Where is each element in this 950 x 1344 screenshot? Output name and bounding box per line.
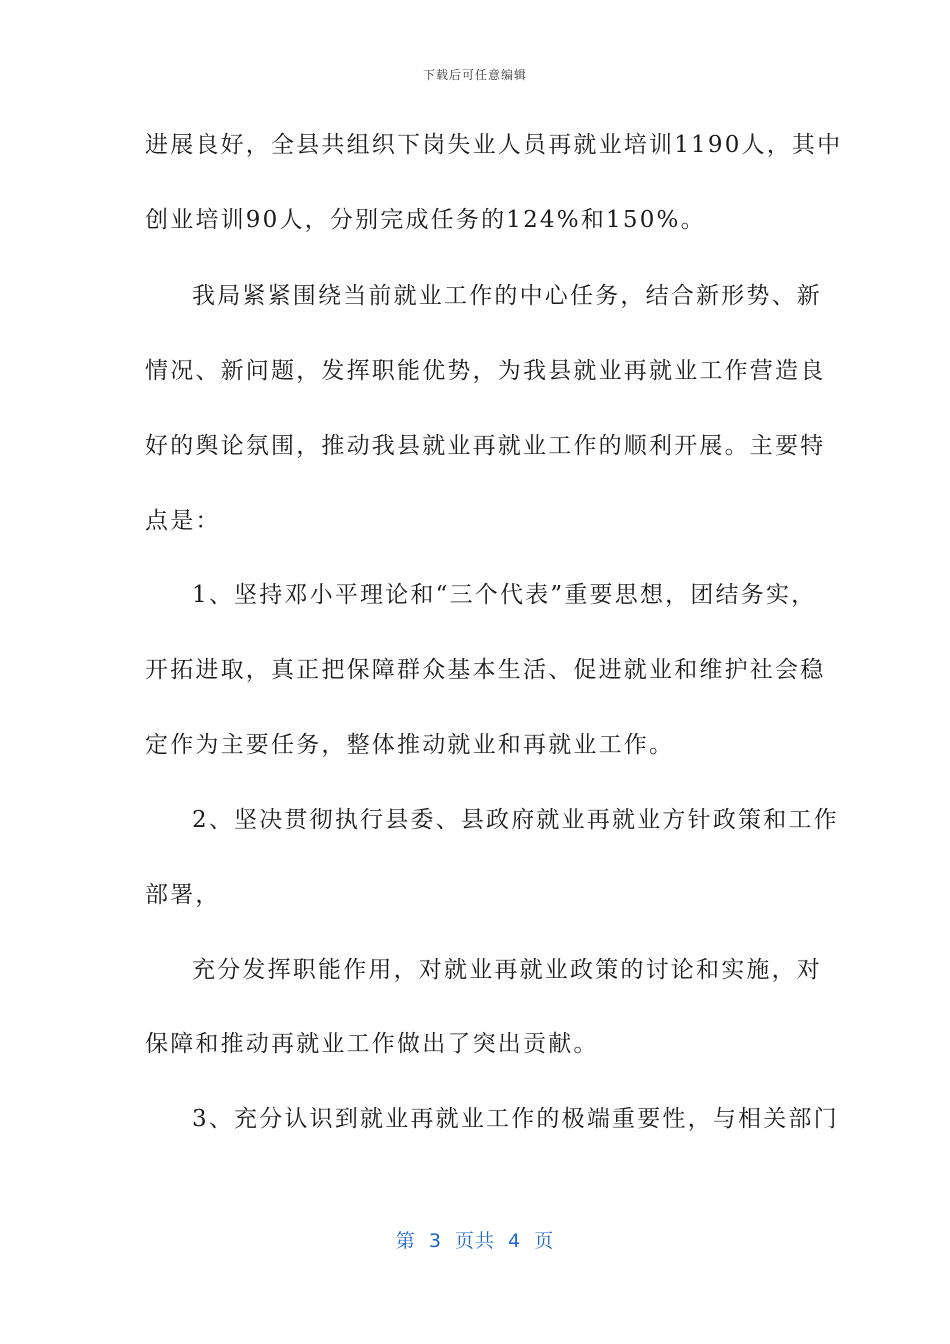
body-line-14: 3、充分认识到就业再就业工作的极端重要性，与相关部门: [192, 1106, 839, 1132]
footer-total-pages: 4: [508, 1230, 522, 1252]
body-line-2: 创业培训90人，分别完成任务的124%和150%。: [145, 207, 706, 233]
body-line-12: 充分发挥职能作用，对就业再就业政策的讨论和实施，对: [192, 957, 822, 983]
body-line-6: 点是：: [145, 508, 221, 534]
body-line-4: 情况、新问题，发挥职能优势，为我县就业再就业工作营造良: [145, 358, 826, 384]
body-line-10: 2、坚决贯彻执行县委、县政府就业再就业方针政策和工作: [192, 807, 839, 833]
body-line-9: 定作为主要任务，整体推动就业和再就业工作。: [145, 732, 675, 758]
body-line-5: 好的舆论氛围，推动我县就业再就业工作的顺利开展。主要特: [145, 433, 826, 459]
footer-suffix: 页: [534, 1230, 555, 1252]
body-line-13: 保障和推动再就业工作做出了突出贡献。: [145, 1031, 599, 1057]
page-header: 下载后可任意编辑: [422, 68, 527, 82]
page-footer: [0, 1226, 950, 1253]
body-line-1: 进展良好，全县共组织下岗失业人员再就业培训1190人，其中: [145, 132, 843, 158]
body-line-7: 1、坚持邓小平理论和“三个代表”重要思想，团结务实，: [192, 582, 817, 608]
footer-current-page: 3: [428, 1230, 442, 1252]
footer-prefix: 第: [395, 1230, 416, 1252]
body-line-8: 开拓进取，真正把保障群众基本生活、促进就业和维护社会稳: [145, 657, 826, 683]
body-line-3: 我局紧紧围绕当前就业工作的中心任务，结合新形势、新: [192, 283, 822, 309]
footer-middle: 页共: [454, 1230, 495, 1252]
body-line-11: 部署，: [145, 882, 221, 908]
